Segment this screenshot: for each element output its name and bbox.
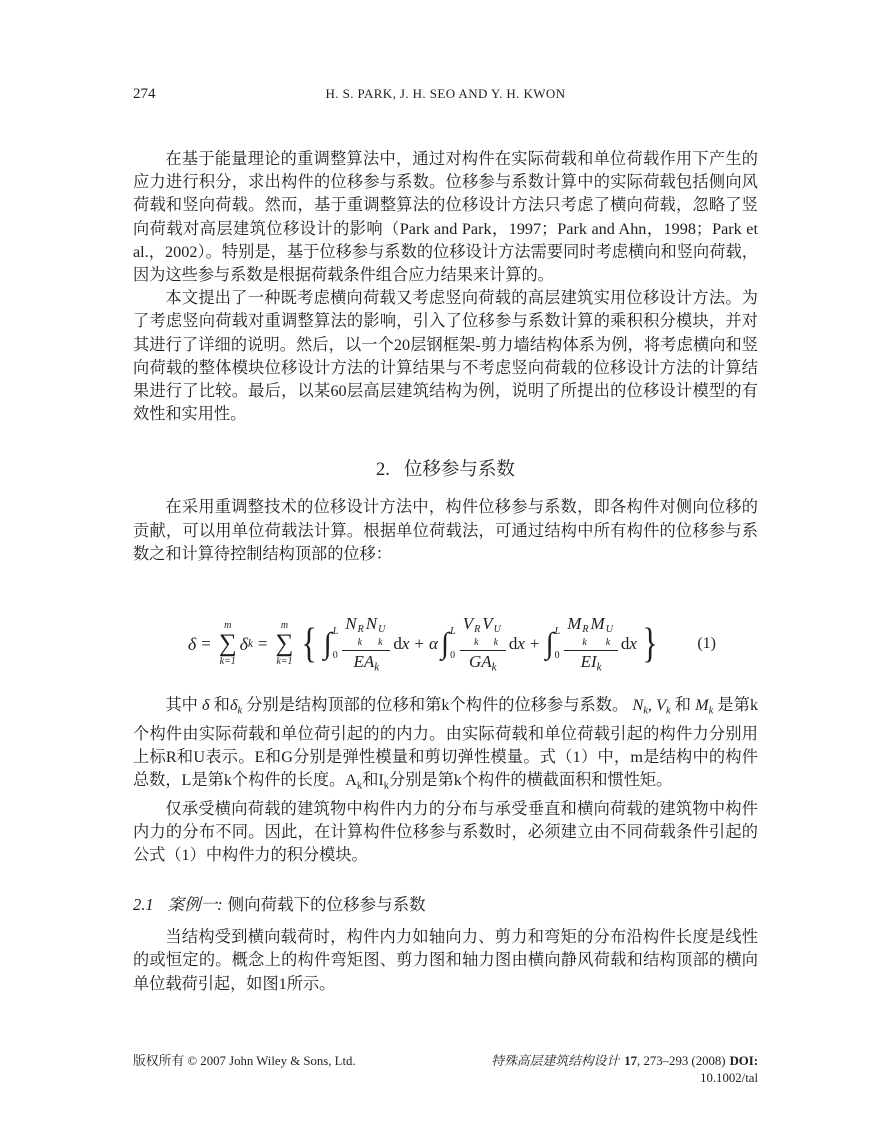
sigma-icon: ∑ — [275, 630, 294, 658]
paragraph-intro-2: 本文提出了一种既考虑横向荷载又考虑竖向荷载的高层建筑实用位移设计方法。为了考虑竖向荷载对重调整算法的影响，引入了位移参与系数计算的乘积积分模块，并对其进行了详细的说明。然后，以一个20层钢框架-剪力墙结构体系为例，将考虑横向和竖向荷载的整体模块位移设计方法的计算结果与不考虑竖向荷载的位移设计方法的计算结果进行了比较。最后，以某60层高层建筑结构为例，说明了所提出的位移设计模型的有效性和实用性。 — [133, 289, 758, 424]
paragraph-section2-1: 在采用重调整技术的位移设计方法中，构件位移参与系数，即各构件对侧向位移的贡献，可以用单位荷载法计算。根据单位荷载法，可通过结构中所有构件的位移参与系数之和计算待控制结构顶部的位移： — [133, 498, 758, 563]
journal-volume: 17 — [624, 1054, 638, 1068]
integral-upper-limit: L — [450, 626, 456, 638]
differential: dx — [620, 634, 637, 654]
summation-symbol-2 — [276, 621, 294, 667]
subscript-k: k — [357, 636, 363, 648]
copyright-notice: 版权所有 © 2007 John Wiley & Sons, Ltd. — [133, 1054, 356, 1068]
superscript-R: R — [582, 623, 589, 635]
differential: dx — [393, 634, 410, 654]
integral-upper-limit: L — [554, 626, 561, 638]
force-symbol: N — [345, 613, 357, 633]
integral-lower-limit: 0 — [554, 650, 560, 662]
doi-value: 10.1002/tal — [700, 1071, 758, 1086]
eq-delta-k: δ — [239, 633, 249, 654]
subscript-k: k — [493, 636, 499, 648]
superscript-U: U — [378, 623, 386, 635]
subscript-k: k — [605, 636, 611, 648]
sum-lower-limit: k=1 — [219, 655, 236, 667]
paragraph-equation-notation: 其中 δ 和$\delta_k$ 分别是结构顶部的位移和第k个构件的位移参与系数。 $N_k$, $V_k$ 和 $M_k$ 是第k个构件由实际荷载和单位荷引起的的内力。由实际荷载和单位荷载引起的构件力分别用上标R和U表示。E和G分别是弹性模量和剪切弹性模量。式（1）中，m是结构中的构件总数，L是第k个构件的长度。$A_k$和$I_k$分别是第k个构件的横截面积和惯性矩。 — [133, 696, 759, 792]
moment-fraction — [564, 615, 618, 674]
subscript-k: k — [596, 661, 602, 674]
plus-operator: + — [414, 634, 424, 654]
subscript-k: k — [491, 661, 497, 674]
journal-pages: , 273–293 (2008) — [637, 1054, 726, 1068]
axial-term — [323, 615, 410, 674]
superscript-R: R — [357, 623, 364, 635]
section-number: 2. — [376, 460, 390, 481]
paragraph-case1: 当结构受到横向载荷时，构件内力如轴向力、剪力和弯矩的分布沿构件长度是线性的或恒定的。概念上的构件弯矩图、剪力图和轴力图由横向静风荷载和结构顶部的横向单位载荷引起，如图1所示。 — [133, 928, 758, 993]
integral-upper-limit: L — [332, 626, 339, 638]
sum-upper-limit: m — [224, 620, 232, 632]
running-header — [133, 86, 758, 103]
shear-fraction — [460, 615, 506, 674]
plus-operator: + — [529, 634, 540, 654]
sigma-icon: ∑ — [218, 630, 237, 658]
section-title: 位移参与系数 — [403, 460, 515, 481]
article-body — [133, 148, 758, 996]
differential: dx — [508, 634, 525, 654]
eq-equals-1: = — [201, 634, 211, 654]
moment-term — [544, 615, 637, 674]
page-number: 274 — [133, 86, 156, 102]
subscript-k: k — [474, 636, 479, 648]
eq-equals-2: = — [257, 634, 268, 654]
superscript-U: U — [493, 623, 501, 635]
subscript-k: k — [582, 636, 587, 648]
eq-delta-k-subscript: k — [248, 638, 253, 651]
integral-icon: ∫ — [440, 627, 450, 661]
paragraph-intro-1: 在基于能量理论的重调整算法中，通过对构件在实际荷载和单位荷载作用下产生的应力进行积分，求出构件的位移参与系数。位移参与系数计算中的实际荷载包括侧向风荷载和竖向荷载。然而，基于重调整算法的位移设计方法只考虑了横向荷载，忽略了竖向荷载对高层建筑位移设计的影响（Park and Park，1997；Park and Ahn，1998；Park et al.，2002）。特别是，基于位移参与系数的位移设计方法需要同时考虑横向和竖向荷载，因为这些参与系数是根据荷载条件组合应力结果来计算的。 — [133, 150, 758, 285]
open-brace: { — [301, 621, 317, 668]
integral-lower-limit: 0 — [450, 650, 456, 662]
stiffness-symbol: GA — [468, 651, 492, 671]
summation-symbol-1 — [219, 621, 237, 667]
subsection-title: 侧向荷载下的位移参与系数 — [227, 895, 426, 915]
force-symbol: V — [462, 613, 474, 633]
superscript-U: U — [605, 623, 613, 635]
integral-symbol — [545, 627, 562, 661]
force-symbol: M — [567, 613, 582, 633]
doi-label: DOI: — [729, 1054, 758, 1068]
subscript-k: k — [378, 636, 383, 648]
force-symbol: N — [365, 613, 378, 633]
equation-1-block — [133, 612, 758, 676]
equation-number: (1) — [697, 635, 716, 653]
subsection-heading-2-1 — [133, 891, 758, 915]
integral-icon: ∫ — [323, 627, 332, 661]
stiffness-symbol: EA — [353, 651, 375, 671]
paragraph-load-distribution: 仅承受横向荷载的建筑物中构件内力的分布与承受垂直和横向荷载的建筑物中构件内力的分布不同。因此，在计算构件位移参与系数时，必须建立由不同荷载条件引起的公式（1）中构件力的积分模块。 — [133, 799, 758, 864]
close-brace: } — [642, 621, 658, 668]
subsection-number: 2.1 — [133, 895, 154, 915]
integral-symbol — [324, 627, 341, 661]
integral-lower-limit: 0 — [332, 650, 338, 662]
sum-lower-limit: k=1 — [276, 655, 293, 667]
section-heading-2 — [133, 455, 758, 481]
force-symbol: M — [590, 613, 605, 633]
sum-upper-limit: m — [280, 620, 289, 632]
alpha-coefficient: α — [428, 634, 438, 654]
subsection-case-label: 案例一: — [167, 895, 223, 915]
superscript-R: R — [474, 623, 481, 635]
journal-reference — [491, 1053, 758, 1088]
running-title: H. S. PARK, J. H. SEO AND Y. H. KWON — [325, 86, 566, 101]
stiffness-symbol: EI — [580, 651, 597, 671]
force-symbol: V — [482, 613, 493, 633]
axial-fraction — [342, 615, 390, 674]
journal-title: 特殊高层建筑结构设计 — [491, 1054, 620, 1068]
integral-icon: ∫ — [545, 627, 554, 661]
page-footer — [133, 1053, 758, 1088]
subscript-k: k — [374, 661, 380, 674]
integral-symbol — [441, 627, 458, 661]
equation-1 — [188, 615, 703, 674]
eq-delta: δ — [187, 633, 197, 654]
shear-term — [440, 615, 525, 674]
